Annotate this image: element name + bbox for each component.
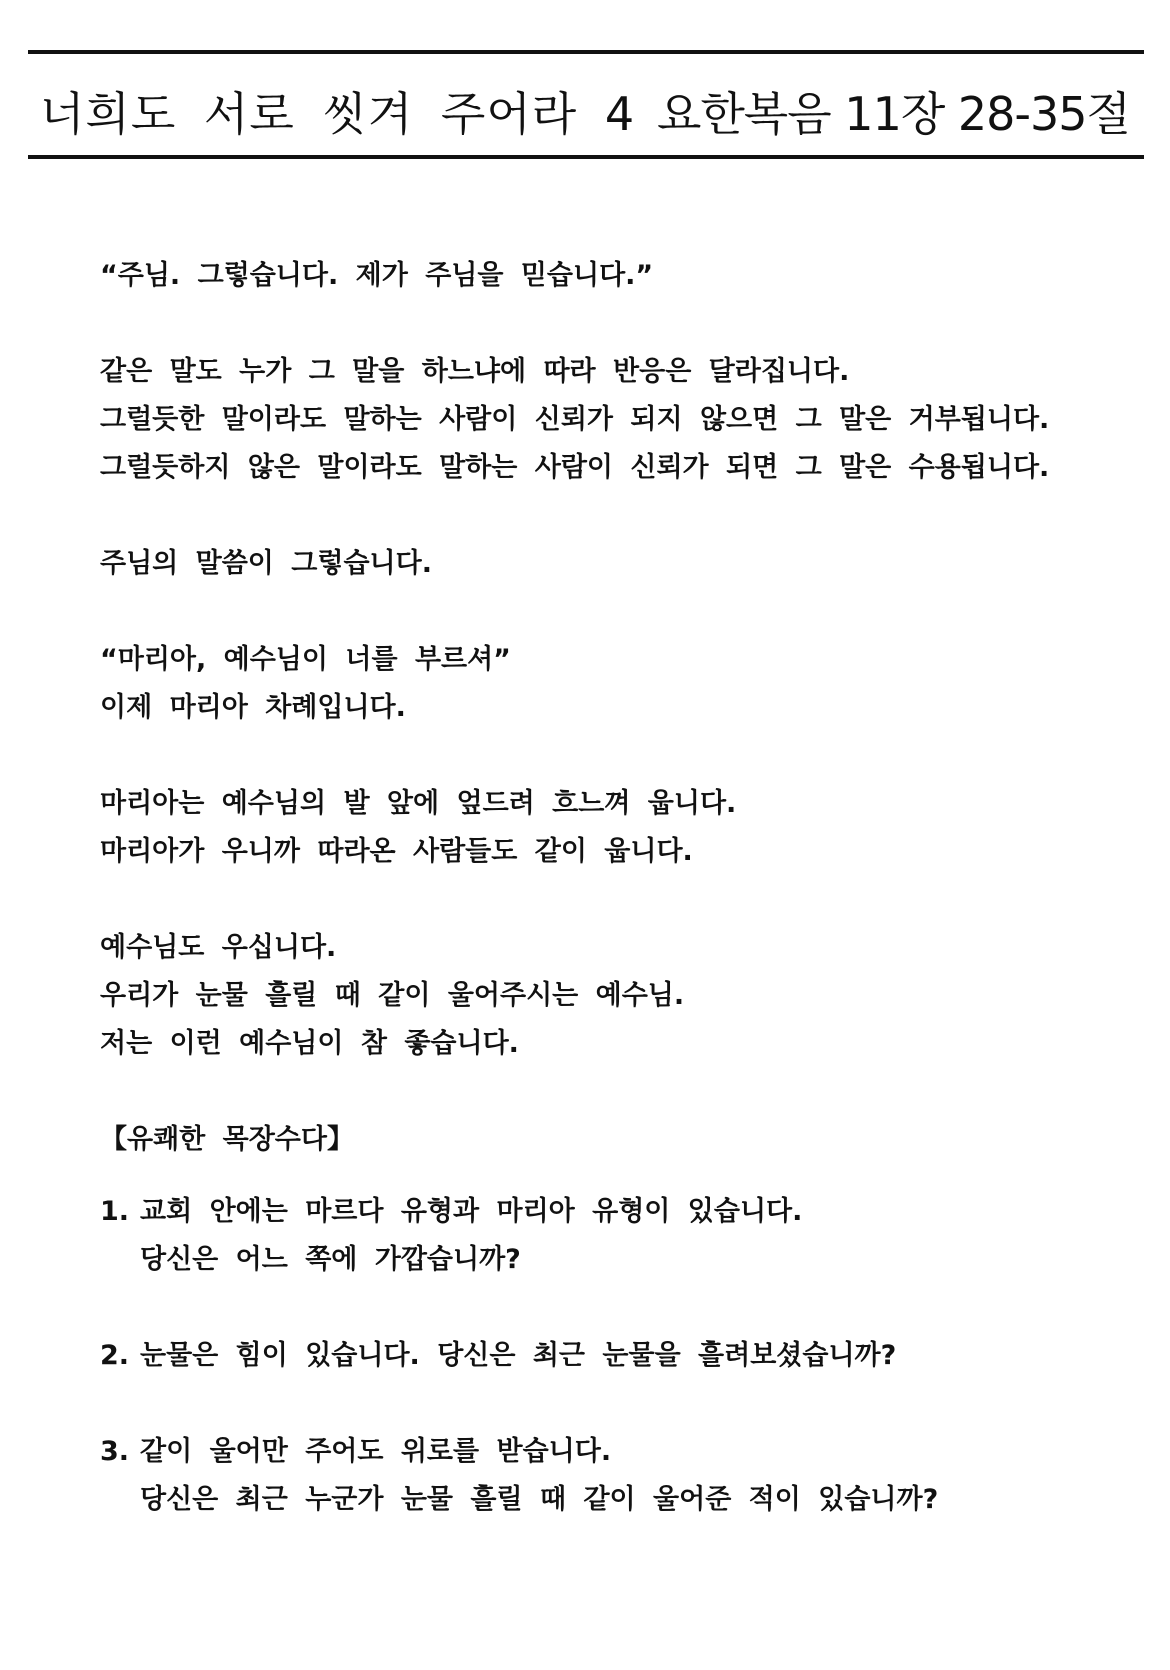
- paragraph-line: 저는 이런 예수님이 참 좋습니다.: [100, 1028, 519, 1059]
- item-line: 당신은 최근 누군가 눈물 흘릴 때 같이 울어준 적이 있습니까?: [140, 1484, 939, 1515]
- paragraph-jesus-weeps: [100, 924, 1100, 1068]
- paragraph-line: 이제 마리아 차례입니다.: [100, 692, 406, 723]
- item-line: 교회 안에는 마르다 유형과 마리아 유형이 있습니다.: [140, 1196, 803, 1227]
- paragraph-line: 그럴듯하지 않은 말이라도 말하는 사람이 신뢰가 되면 그 말은 수용됩니다.: [100, 452, 1050, 483]
- discussion-item-3: [100, 1428, 1100, 1524]
- paragraph-word: [100, 540, 1100, 588]
- paragraph-confession: [100, 252, 1100, 300]
- paragraph-line: 마리아가 우니까 따라온 사람들도 같이 웁니다.: [100, 836, 693, 867]
- item-number: 1.: [100, 1196, 130, 1227]
- scripture-reference: 요한복음 11장 28-35절: [656, 87, 1130, 141]
- item-line: 같이 울어만 주어도 위로를 받습니다.: [140, 1436, 612, 1467]
- item-number: 3.: [100, 1436, 130, 1467]
- discussion-heading: 【유쾌한 목장수다】: [100, 1124, 354, 1155]
- header-bottom-rule: [28, 155, 1144, 159]
- page-title: 너희도 서로 씻겨 주어라 4: [40, 87, 636, 141]
- paragraph-mary-weeps: [100, 780, 1100, 876]
- paragraph-mary-called: [100, 636, 1100, 732]
- discussion-item-1: [100, 1188, 1100, 1284]
- paragraph-line: “주님. 그렇습니다. 제가 주님을 믿습니다.”: [100, 260, 654, 291]
- paragraph-line: 그럴듯한 말이라도 말하는 사람이 신뢰가 되지 않으면 그 말은 거부됩니다.: [100, 404, 1050, 435]
- item-number: 2.: [100, 1340, 130, 1371]
- paragraph-line: 우리가 눈물 흘릴 때 같이 울어주시는 예수님.: [100, 980, 685, 1011]
- title-bar: [40, 62, 1130, 152]
- header-top-rule: [28, 50, 1144, 54]
- paragraph-trust: [100, 348, 1100, 492]
- document-body: [100, 252, 1100, 1572]
- paragraph-line: 같은 말도 누가 그 말을 하느냐에 따라 반응은 달라집니다.: [100, 356, 850, 387]
- paragraph-line: 예수님도 우십니다.: [100, 932, 337, 963]
- paragraph-line: 주님의 말씀이 그렇습니다.: [100, 548, 432, 579]
- paragraph-line: “마리아, 예수님이 너를 부르셔”: [100, 644, 511, 675]
- discussion-item-2: [100, 1332, 1100, 1380]
- item-line: 눈물은 힘이 있습니다. 당신은 최근 눈물을 흘려보셨습니까?: [140, 1340, 897, 1371]
- item-line: 당신은 어느 쪽에 가깝습니까?: [140, 1244, 521, 1275]
- paragraph-line: 마리아는 예수님의 발 앞에 엎드려 흐느껴 웁니다.: [100, 788, 737, 819]
